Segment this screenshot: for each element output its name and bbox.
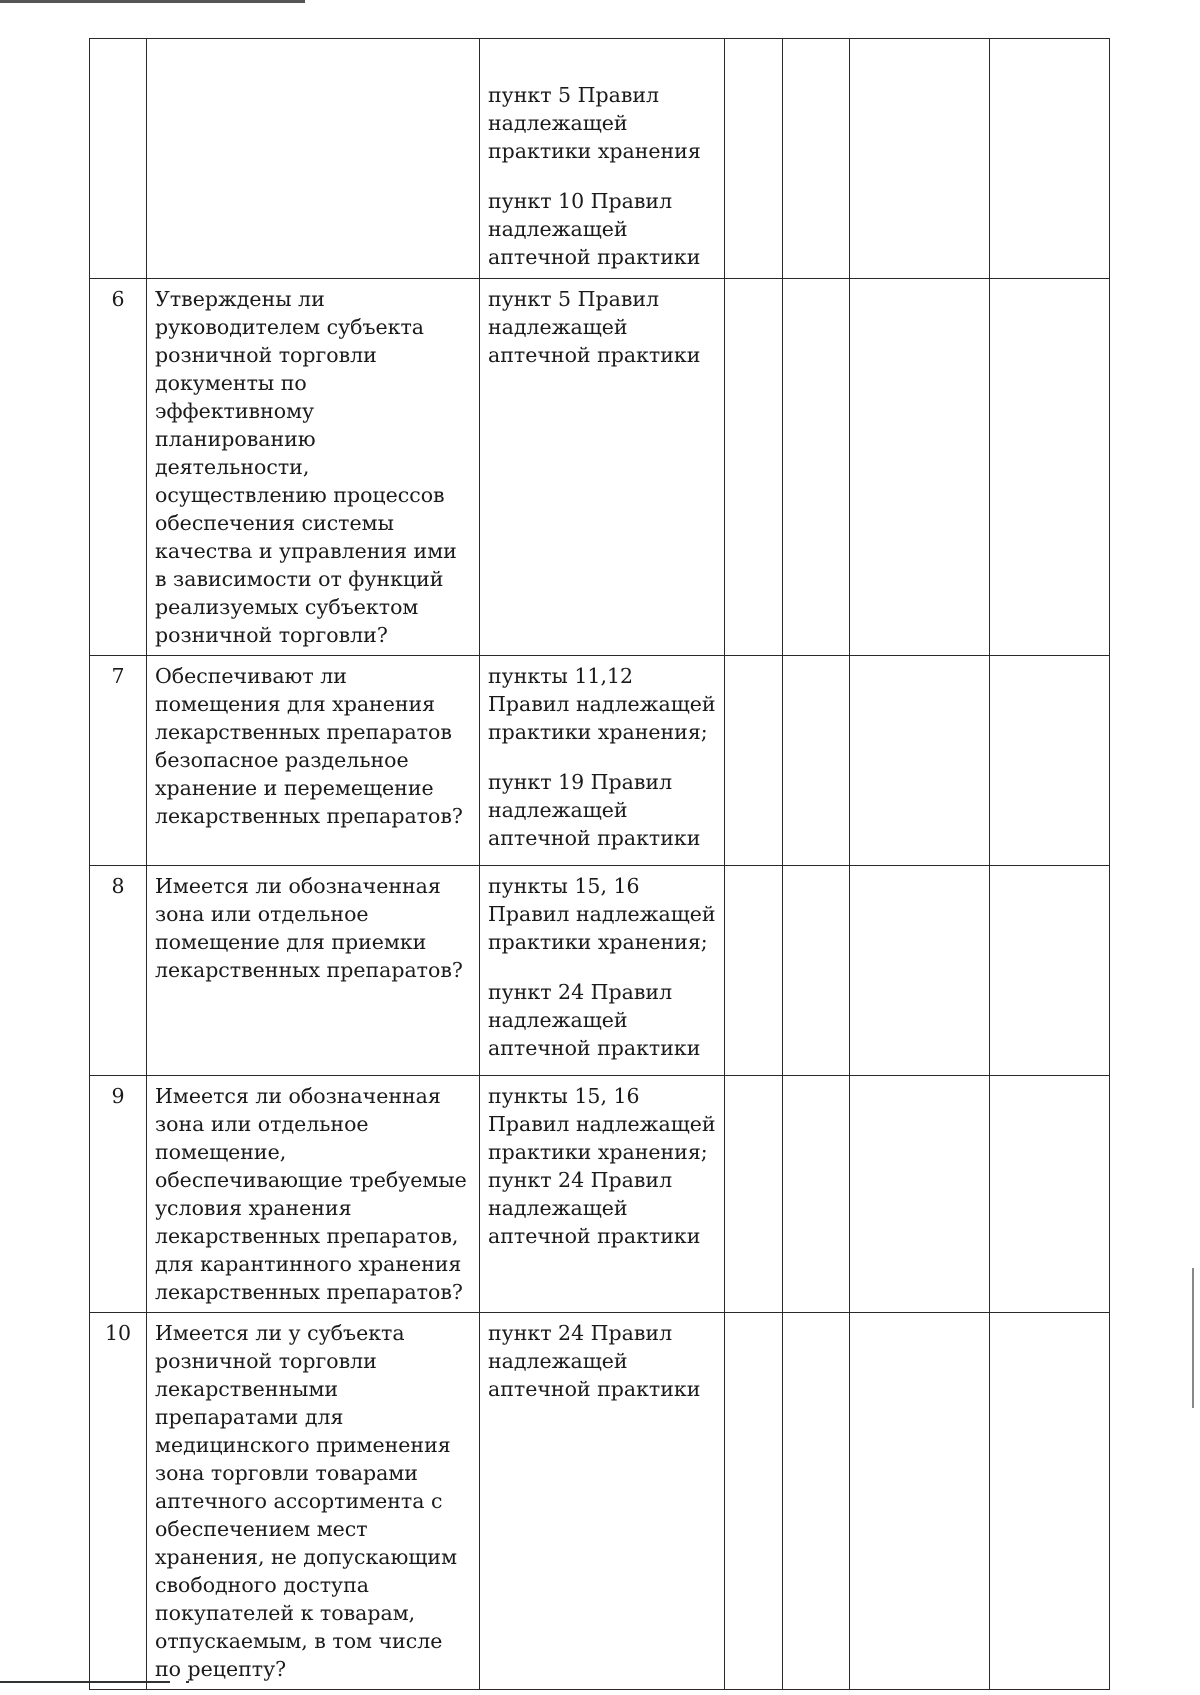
- empty-cell: [990, 39, 1110, 279]
- question-cell: Утверждены ли руководителем субъекта розничной торговли документы по эффективному планированию деятельности, осуществлению процессов обеспечения системы качества и управления ими в зависимости от функций реализуемых субъектом розничной торговли?: [147, 279, 480, 656]
- empty-cell: [990, 279, 1110, 656]
- empty-cell: [850, 279, 990, 656]
- reference-cell: [480, 866, 725, 1076]
- reference-text: пункт 19 Правил надлежащей аптечной практики: [488, 770, 701, 850]
- empty-cell: [783, 279, 850, 656]
- empty-cell: [783, 1076, 850, 1313]
- reference-text: пункт 24 Правил надлежащей аптечной практики: [488, 980, 701, 1060]
- empty-cell: [990, 866, 1110, 1076]
- row-number: 9: [90, 1076, 147, 1313]
- empty-cell: [783, 656, 850, 866]
- question-cell: [147, 39, 480, 279]
- empty-cell: [850, 1076, 990, 1313]
- empty-cell: [850, 1313, 990, 1690]
- row-number: [90, 39, 147, 279]
- empty-cell: [725, 656, 783, 866]
- row-number: 8: [90, 866, 147, 1076]
- reference-cell: [480, 656, 725, 866]
- reference-cell: [480, 39, 725, 279]
- empty-cell: [990, 1076, 1110, 1313]
- table-row: [90, 656, 1110, 866]
- table-row: [90, 866, 1110, 1076]
- question-cell: Имеется ли обозначенная зона или отдельное помещение, обеспечивающие требуемые условия хранения лекарственных препаратов, для карантинного хранения лекарственных препаратов?: [147, 1076, 480, 1313]
- reference-cell: [480, 1313, 725, 1690]
- row-number: 6: [90, 279, 147, 656]
- reference-text: пункты 11,12 Правил надлежащей практики хранения;: [488, 664, 716, 744]
- empty-cell: [990, 656, 1110, 866]
- question-cell: Имеется ли обозначенная зона или отдельное помещение для приемки лекарственных препаратов?: [147, 866, 480, 1076]
- reference-text: пункт 5 Правил надлежащей аптечной практики: [488, 287, 701, 367]
- reference-text: пункт 24 Правил надлежащей аптечной практики: [488, 1321, 701, 1401]
- empty-cell: [850, 866, 990, 1076]
- reference-cell: [480, 279, 725, 656]
- empty-cell: [725, 39, 783, 279]
- empty-cell: [783, 39, 850, 279]
- empty-cell: [783, 1313, 850, 1690]
- reference-text: пункты 15, 16 Правил надлежащей практики хранения;: [488, 874, 716, 954]
- reference-text: пункт 5 Правил надлежащей практики хранения: [488, 83, 701, 163]
- empty-cell: [725, 1076, 783, 1313]
- reference-text: пункт 24 Правил надлежащей аптечной практики: [488, 1168, 701, 1248]
- table-row: [90, 1076, 1110, 1313]
- reference-text: пункт 10 Правил надлежащей аптечной практики: [488, 189, 701, 269]
- empty-cell: [725, 1313, 783, 1690]
- empty-cell: [850, 656, 990, 866]
- scan-edge-mark-top: [0, 0, 305, 3]
- scan-edge-mark-right: [1192, 1268, 1194, 1408]
- checklist-table: [89, 38, 1110, 1690]
- empty-cell: [725, 866, 783, 1076]
- empty-cell: [783, 866, 850, 1076]
- table-row: [90, 1313, 1110, 1690]
- row-number: 7: [90, 656, 147, 866]
- question-cell: Имеется ли у субъекта розничной торговли лекарственными препаратами для медицинского применения зона торговли товарами аптечного ассортимента с обеспечением мест хранения, не допускающим свободного доступа покупателей к товарам, отпускаемым, в том числе по рецепту?: [147, 1313, 480, 1690]
- empty-cell: [990, 1313, 1110, 1690]
- empty-cell: [725, 279, 783, 656]
- reference-cell: [480, 1076, 725, 1313]
- empty-cell: [850, 39, 990, 279]
- table-row: [90, 39, 1110, 279]
- question-cell: Обеспечивают ли помещения для хранения лекарственных препаратов безопасное раздельное хранение и перемещение лекарственных препаратов?: [147, 656, 480, 866]
- row-number: 10: [90, 1313, 147, 1690]
- reference-text: пункты 15, 16 Правил надлежащей практики хранения;: [488, 1084, 716, 1164]
- table-row: [90, 279, 1110, 656]
